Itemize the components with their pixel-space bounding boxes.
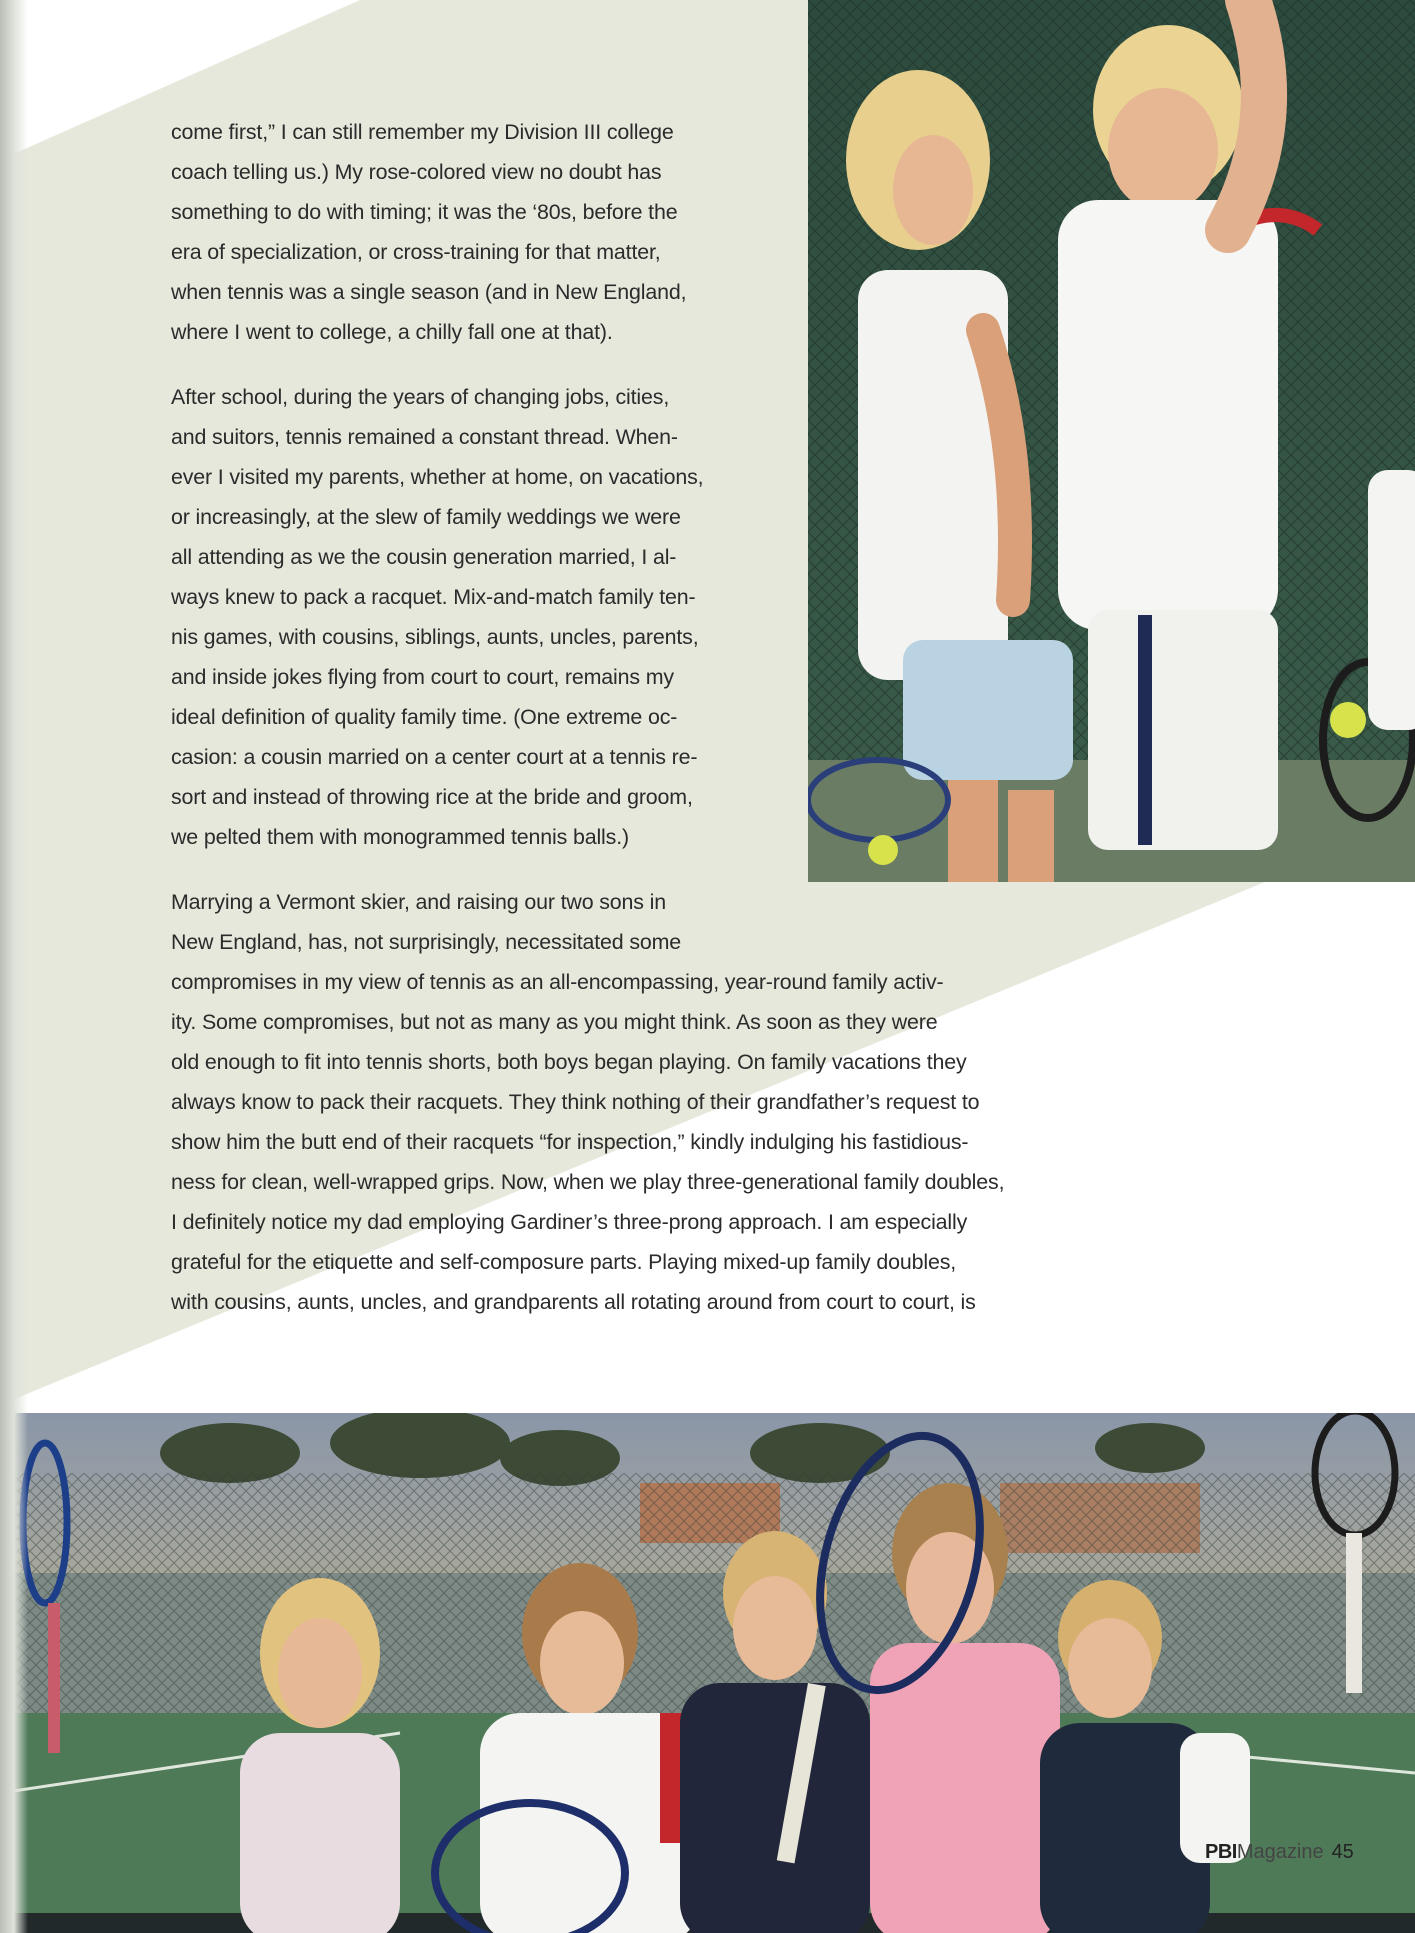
page-folio [1205,1841,1354,1864]
text-line: when tennis was a single season (and in New England, [171,280,687,304]
text-line: Marrying a Vermont skier, and raising our two sons in [171,890,666,914]
text-line: compromises in my view of tennis as an all-encompassing, year-round family activ- [171,970,944,994]
text-line: come first,” I can still remember my Division III college [171,120,674,144]
text-line: old enough to fit into tennis shorts, both boys began playing. On family vacations they [171,1050,967,1074]
article-column-upper [171,112,1004,1322]
text-line: ness for clean, well-wrapped grips. Now, when we play three-generational family doubles, [171,1170,1005,1194]
text-line: and suitors, tennis remained a constant thread. When- [171,425,678,449]
photo-kids-group-illustration [0,1413,1415,1933]
text-line: ity. Some compromises, but not as many as you might think. As soon as they were [171,1010,938,1034]
paragraph-3 [171,882,1004,1322]
text-line: or increasingly, at the slew of family weddings we were [171,505,681,529]
text-line: nis games, with cousins, siblings, aunts, uncles, parents, [171,625,699,649]
folio-magazine: Magazine [1236,1841,1324,1863]
text-line: I definitely notice my dad employing Gardiner’s three-prong approach. I am especially [171,1210,968,1234]
page-number: 45 [1331,1841,1354,1863]
text-line: show him the butt end of their racquets “for inspection,” kindly indulging his fastidious- [171,1130,969,1154]
text-line: something to do with timing; it was the ‘80s, before the [171,200,678,224]
text-line: always know to pack their racquets. They think nothing of their grandfather’s request to [171,1090,980,1114]
text-line: and inside jokes flying from court to court, remains my [171,665,674,689]
photo-kids-group [0,1413,1415,1933]
text-line: ideal definition of quality family time. (One extreme oc- [171,705,678,729]
folio-brand: PBI [1205,1841,1237,1863]
text-line: with cousins, aunts, uncles, and grandparents all rotating around from court to court, is [171,1290,976,1314]
text-line: coach telling us.) My rose-colored view no doubt has [171,160,662,184]
binding-shadow [0,0,28,1933]
paragraph-1 [171,112,1004,352]
paragraph-2 [171,377,1004,857]
text-line: all attending as we the cousin generation married, I al- [171,545,677,569]
text-line: ever I visited my parents, whether at home, on vacations, [171,465,704,489]
text-line: era of specialization, or cross-training for that matter, [171,240,661,264]
text-line: New England, has, not surprisingly, necessitated some [171,930,682,954]
text-line: After school, during the years of changing jobs, cities, [171,385,670,409]
text-line: sort and instead of throwing rice at the bride and groom, [171,785,693,809]
text-line: ways knew to pack a racquet. Mix-and-match family ten- [171,585,696,609]
text-line: where I went to college, a chilly fall one at that). [171,320,613,344]
text-line: we pelted them with monogrammed tennis balls.) [171,825,629,849]
text-line: casion: a cousin married on a center court at a tennis re- [171,745,698,769]
text-line: grateful for the etiquette and self-composure parts. Playing mixed-up family doubles, [171,1250,957,1274]
